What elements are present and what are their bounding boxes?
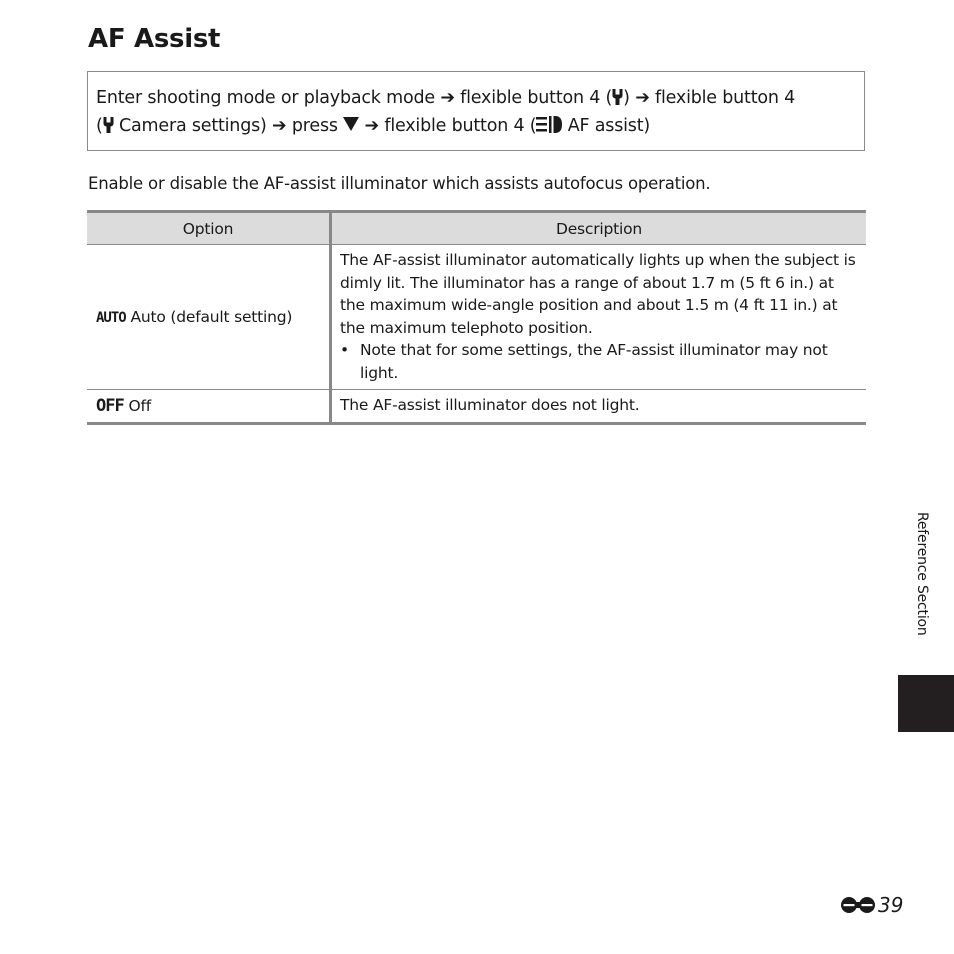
description-text: The AF-assist illuminator automatically lights up when the subject is dimly lit. The illuminator has a range of about 1.7 m (5 ft 6 in.) at the maximum wide-angle position and about 1.5 m (4 ft 11 in.) at the maximum telephoto position. xyxy=(340,251,856,337)
section-tab xyxy=(898,675,954,732)
nav-text: ( xyxy=(96,116,103,136)
page-number-text: 39 xyxy=(878,893,904,917)
description-text: The AF-assist illuminator does not light. xyxy=(340,396,640,415)
table-row xyxy=(87,390,866,424)
menu-list-icon xyxy=(536,116,562,133)
arrow-right-icon: ➔ xyxy=(272,116,287,136)
option-table xyxy=(87,210,866,425)
wrench-icon xyxy=(103,117,114,133)
nav-text: Camera settings) xyxy=(113,116,267,136)
nav-text: flexible button 4 ( xyxy=(460,88,613,108)
option-cell xyxy=(87,390,331,424)
section-label: Reference Section xyxy=(914,512,930,636)
nav-text: flexible button 4 xyxy=(655,88,796,108)
page-title: AF Assist xyxy=(88,24,221,54)
wrench-icon xyxy=(612,89,623,105)
arrow-right-icon: ➔ xyxy=(635,88,650,108)
arrow-right-icon: ➔ xyxy=(440,88,455,108)
navigation-line-1 xyxy=(96,84,856,112)
nav-text: press xyxy=(291,116,338,136)
table-row xyxy=(87,245,866,390)
reference-binoculars-icon xyxy=(840,895,876,915)
option-label: Auto (default setting) xyxy=(130,308,293,326)
description-cell xyxy=(331,390,867,424)
nav-text: AF assist) xyxy=(562,116,650,136)
nav-text: ) xyxy=(623,88,630,108)
note-text: Note that for some settings, the AF-assist illuminator may not light. xyxy=(360,341,828,382)
arrow-right-icon: ➔ xyxy=(364,116,380,136)
intro-paragraph: Enable or disable the AF-assist illuminator which assists autofocus operation. xyxy=(88,174,711,193)
auto-icon: AUTO xyxy=(96,310,126,326)
nav-text: Enter shooting mode or playback mode xyxy=(96,88,435,108)
menu-navigation-box xyxy=(87,71,865,151)
option-cell xyxy=(87,245,331,390)
note-bullet-item xyxy=(340,339,858,384)
page-number xyxy=(840,893,903,917)
navigation-line-2 xyxy=(96,112,856,140)
table-header-row xyxy=(87,212,866,245)
description-cell xyxy=(331,245,867,390)
down-triangle-icon xyxy=(343,117,359,131)
bullet-marker: • xyxy=(340,341,349,359)
off-icon: OFF xyxy=(96,396,124,416)
nav-text: flexible button 4 ( xyxy=(384,116,537,136)
column-header-option: Option xyxy=(87,212,331,245)
column-header-description: Description xyxy=(331,212,867,245)
option-label: Off xyxy=(128,397,151,415)
